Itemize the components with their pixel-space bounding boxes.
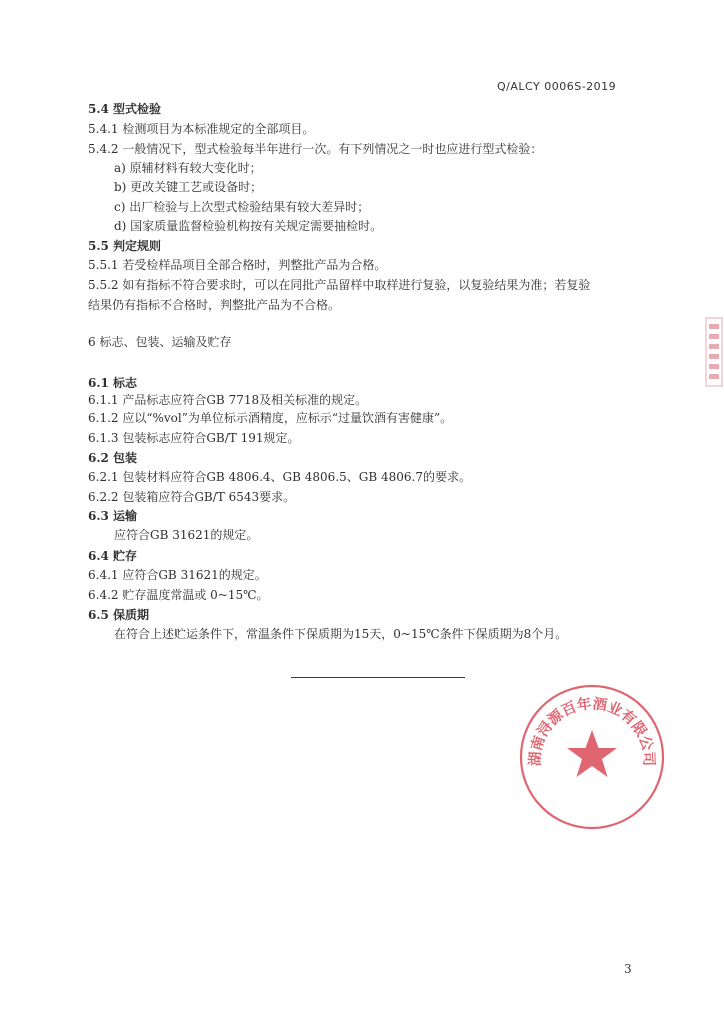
text-line: 6.4.1 应符合GB 31621的规定。 xyxy=(88,568,267,582)
section-heading: 6 标志、包装、运输及贮存 xyxy=(88,335,232,349)
text-line: 5.5.1 若受检样品项目全部合格时，判整批产品为合格。 xyxy=(88,258,387,272)
text-line: 6.5 保质期 xyxy=(88,608,150,622)
text-line: 6.2 包装 xyxy=(88,451,138,465)
text-line: 6.2.1 包装材料应符合GB 4806.4、GB 4806.5、GB 4806.7的要求。 xyxy=(88,470,471,484)
text-line: 5.5.2 如有指标不符合要求时，可以在同批产品留样中取样进行复验，以复验结果为准；若复验 xyxy=(88,278,591,292)
text-line: 6.1.3 包装标志应符合GB/T 191规定。 xyxy=(88,431,300,445)
text-line: 应符合GB 31621的规定。 xyxy=(114,528,259,542)
text-line: c) 出厂检验与上次型式检验结果有较大差异时； xyxy=(114,200,370,214)
text-line: 6.1 标志 xyxy=(88,376,138,390)
text-line: 结果仍有指标不合格时，判整批产品为不合格。 xyxy=(88,298,341,312)
star-icon xyxy=(567,730,617,777)
text-line: 在符合上述贮运条件下，常温条件下保质期为15天，0~15℃条件下保质期为8个月。 xyxy=(114,627,568,641)
text-line: 6.3 运输 xyxy=(88,509,138,523)
text-line: 6.2.2 包装箱应符合GB/T 6543要求。 xyxy=(88,490,296,504)
text-line: 6.1.2 应以“%vol”为单位标示酒精度，应标示“过量饮酒有害健康”。 xyxy=(88,411,453,425)
company-seal xyxy=(517,682,667,832)
text-line: 5.4.1 检测项目为本标准规定的全部项目。 xyxy=(88,122,315,136)
standard-code: Q/ALCY 0006S-2019 xyxy=(497,80,617,93)
text-line: 5.5 判定规则 xyxy=(88,239,162,253)
text-line: b) 更改关键工艺或设备时； xyxy=(114,180,263,194)
text-line: 6.1.1 产品标志应符合GB 7718及相关标准的规定。 xyxy=(88,393,368,407)
seal-text: 湖南浔源百年酒业有限公司 xyxy=(527,696,657,767)
text-line: 5.4.2 一般情况下，型式检验每半年进行一次。有下列情况之一时也应进行型式检验： xyxy=(88,142,543,156)
page-number: 3 xyxy=(624,962,632,976)
side-stamp xyxy=(704,316,724,388)
text-line: 6.4.2 贮存温度常温或 0~15℃。 xyxy=(88,588,269,602)
text-line: 6.4 贮存 xyxy=(88,549,138,563)
text-line: d) 国家质量监督检验机构按有关规定需要抽检时。 xyxy=(114,219,383,233)
text-line: 5.4 型式检验 xyxy=(88,102,162,116)
text-line: a) 原辅材料有较大变化时； xyxy=(114,161,262,175)
end-divider xyxy=(291,677,465,678)
